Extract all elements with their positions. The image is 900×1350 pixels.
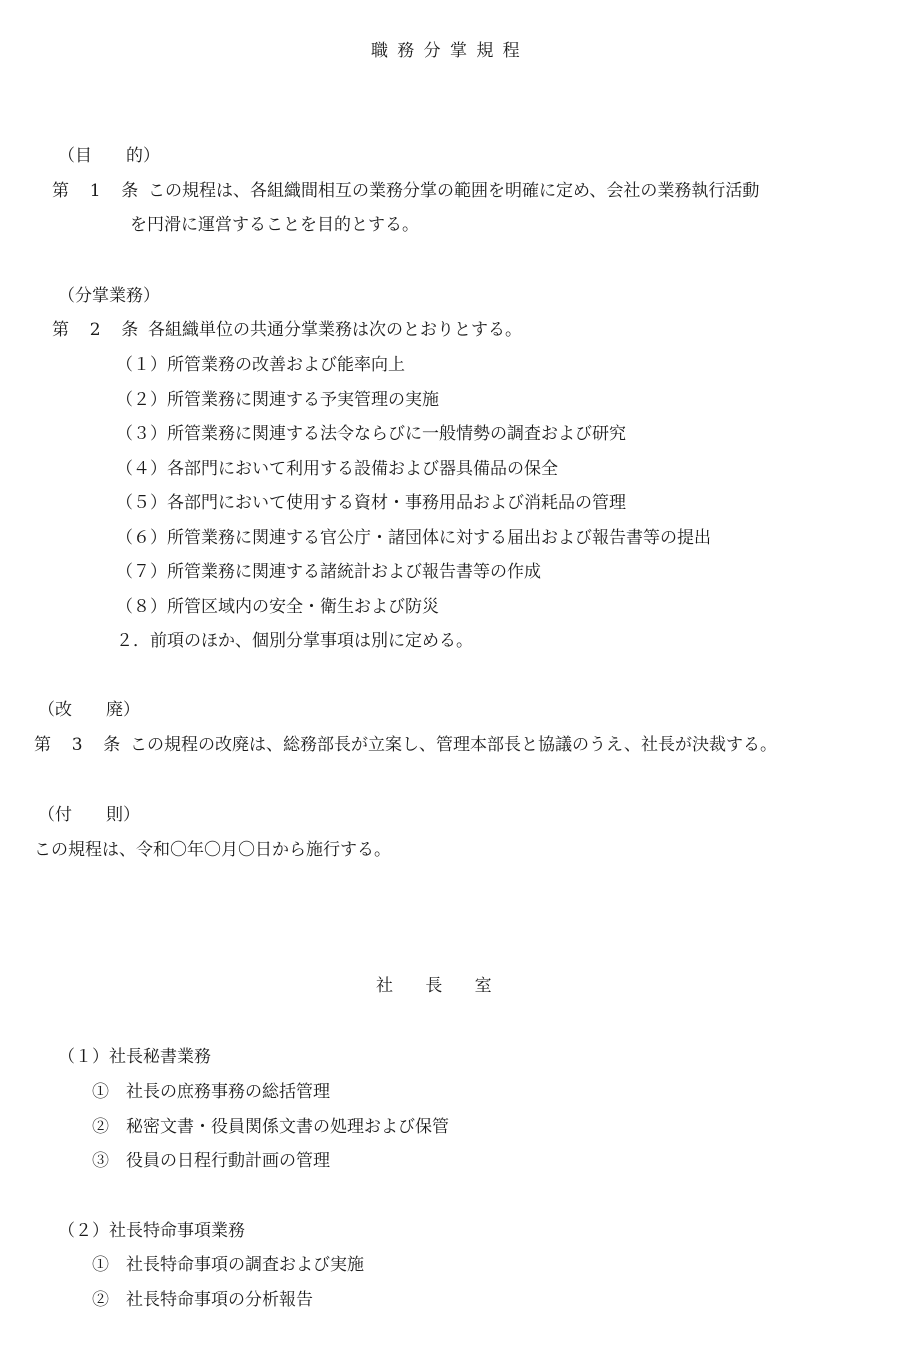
supplementary-text: この規程は、令和〇年〇月〇日から施行する。 <box>34 840 391 860</box>
supplementary-heading: （付 則） <box>38 805 140 825</box>
list-item: （３）所管業務に関連する法令ならびに一般情勢の調査および研究 <box>116 424 626 444</box>
article1-text-line2: を円滑に運営することを目的とする。 <box>130 215 419 235</box>
list-item: （８）所管区域内の安全・衛生および防災 <box>116 597 439 617</box>
article2-number: 第 2 条 <box>52 320 146 340</box>
article3-line <box>34 734 777 756</box>
article1-heading: （目 的） <box>58 146 160 166</box>
article1-number: 第 1 条 <box>52 181 146 201</box>
list-item: （２）所管業務に関連する予実管理の実施 <box>116 390 439 410</box>
list-item: ① 社長特命事項の調査および実施 <box>92 1255 364 1275</box>
article2-paragraph2: ２．前項のほか、個別分掌事項は別に定める。 <box>116 631 473 651</box>
list-item: ② 秘密文書・役員関係文書の処理および保管 <box>92 1117 449 1137</box>
list-item: （７）所管業務に関連する諸統計および報告書等の作成 <box>116 562 541 582</box>
list-item: （５）各部門において使用する資材・事務用品および消耗品の管理 <box>116 493 626 513</box>
article2-text: 各組織単位の共通分掌業務は次のとおりとする。 <box>148 320 522 340</box>
list-item: （４）各部門において利用する設備および器具備品の保全 <box>116 459 558 479</box>
article1-text-line1: この規程は、各組織間相互の業務分掌の範囲を明確に定め、会社の業務執行活動 <box>148 181 760 201</box>
list-item: （６）所管業務に関連する官公庁・諸団体に対する届出および報告書等の提出 <box>116 528 711 548</box>
article3-heading: （改 廃） <box>38 700 140 720</box>
list-item: （１）所管業務の改善および能率向上 <box>116 355 405 375</box>
list-item: ③ 役員の日程行動計画の管理 <box>92 1151 330 1171</box>
article3-text: この規程の改廃は、総務部長が立案し、管理本部長と協議のうえ、社長が決裁する。 <box>130 735 778 755</box>
article3-number: 第 3 条 <box>34 735 128 755</box>
document-title: 職務分掌規程 <box>370 41 530 61</box>
section-heading: （１）社長秘書業務 <box>58 1047 211 1067</box>
list-item: ② 社長特命事項の分析報告 <box>92 1290 313 1310</box>
section-heading: （２）社長特命事項業務 <box>58 1221 245 1241</box>
list-item: ① 社長の庶務事務の総括管理 <box>92 1082 330 1102</box>
department-title: 社長室 <box>376 976 524 996</box>
article2-line <box>52 319 522 341</box>
article2-heading: （分掌業務） <box>58 286 160 306</box>
article1-line1 <box>52 180 759 202</box>
